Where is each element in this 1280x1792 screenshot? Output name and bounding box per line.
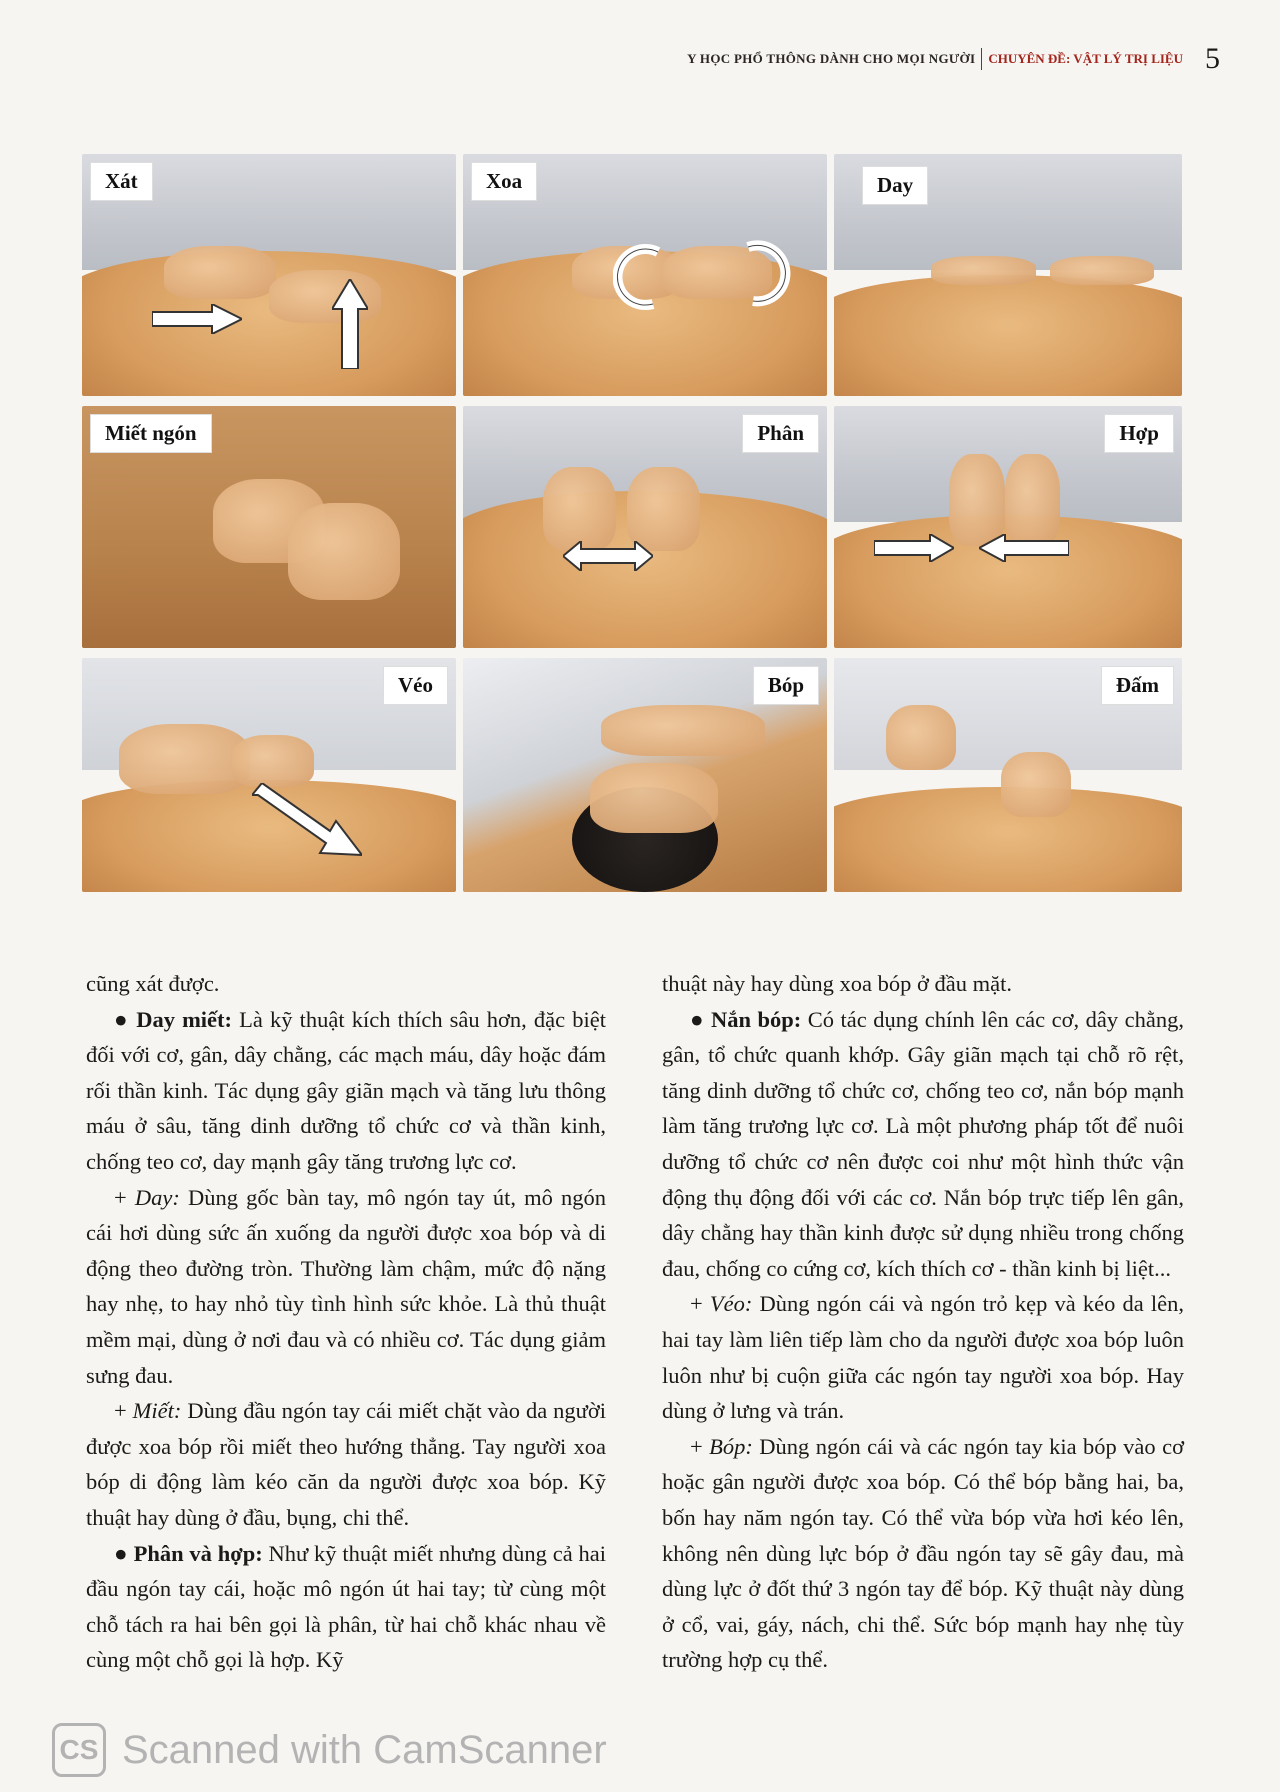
term: Day miết: [136, 1006, 233, 1032]
term: Day: [134, 1184, 180, 1210]
camscanner-watermark [52, 1722, 607, 1778]
photo-label: Xát [90, 162, 153, 201]
term: Miết: [132, 1398, 182, 1424]
arrow-down-right-icon [252, 783, 362, 858]
photo-label: Đấm [1101, 666, 1174, 705]
header-title: Y HỌC PHỔ THÔNG DÀNH CHO MỌI NGƯỜI [687, 51, 976, 66]
paragraph [662, 1286, 1184, 1428]
arrow-right-icon [152, 304, 242, 334]
paragraph [86, 1536, 606, 1678]
plus-prefix: + [114, 1398, 133, 1424]
arrow-left-icon [979, 534, 1069, 562]
paragraph: thuật này hay dùng xoa bóp ở đầu mặt. [662, 971, 1012, 996]
bullet-icon: ● [114, 1006, 137, 1032]
watermark-text: Scanned with CamScanner [122, 1727, 607, 1772]
photo-hop [834, 406, 1182, 648]
photo-label: Bóp [753, 666, 819, 705]
paragraph [86, 1002, 606, 1180]
photo-veo [82, 658, 456, 892]
paragraph-text: Như kỹ thuật miết nhưng dùng cả hai đầu ngón tay cái, hoặc mô ngón út hai tay; từ cùng một chỗ tách ra hai bên gọi là phân, từ hai chỗ khác nhau về cùng một chỗ gọi là hợp. Kỹ [86, 1540, 607, 1673]
photo-miet-ngon [82, 406, 456, 648]
paragraph-text: Là kỹ thuật kích thích sâu hơn, đặc biệt đối với cơ, gân, dây chằng, các mạch máu, dây hoặc đám rối thần kinh. Tác dụng gây giãn mạch và tăng lưu thông máu ở sâu, tăng dinh dưỡng tổ chức cơ và thần kinh, chống teo cơ, day mạnh gây tăng trương lực cơ. [86, 1006, 607, 1174]
plus-prefix: + [114, 1184, 135, 1210]
photo-grid [82, 154, 1182, 892]
bullet-icon: ● [690, 1006, 711, 1032]
photo-label: Hợp [1104, 414, 1174, 453]
photo-day [834, 154, 1182, 396]
term: Véo: [709, 1291, 753, 1317]
paragraph [662, 1002, 1184, 1287]
paragraph-text: Dùng đầu ngón tay cái miết chặt vào da người được xoa bóp rồi miết theo hướng thẳng. Tay người xoa bóp di động làm kéo căn da người được xoa bóp. Kỹ thuật hay dùng ở đầu, bụng, chi thể. [86, 1398, 606, 1530]
paragraph [86, 1393, 606, 1535]
page-number: 5 [1205, 42, 1220, 75]
paragraph [662, 1429, 1184, 1678]
running-header [687, 42, 1220, 76]
photo-label: Xoa [471, 162, 537, 201]
camscanner-logo-icon: CS [52, 1723, 106, 1777]
paragraph-text: Dùng ngón cái và các ngón tay kia bóp vào cơ hoặc gân người được xoa bóp. Có thể bóp bằng hai, ba, bốn hay năm ngón tay. Có thể vừa bóp vừa hơi kéo lên, không nên dùng lực bóp ở đầu ngón tay sẽ gây đau, mà dùng lực ở đốt thứ 3 ngón tay để bóp. Kỹ thuật này dùng ở cổ, vai, gáy, nách, chi thể. Sức bóp mạnh hay nhẹ tùy trường hợp cụ thể. [662, 1433, 1184, 1673]
header-separator [981, 48, 982, 70]
photo-xoa [463, 154, 827, 396]
rotate-left-icon [613, 244, 673, 314]
paragraph: cũng xát được. [86, 971, 220, 996]
photo-label: Phân [742, 414, 819, 453]
paragraph [86, 1180, 606, 1394]
left-column [86, 966, 606, 1678]
plus-prefix: + [690, 1291, 710, 1317]
rotate-right-icon [733, 239, 793, 314]
photo-bop [463, 658, 827, 892]
photo-phan [463, 406, 827, 648]
paragraph-text: Có tác dụng chính lên các cơ, dây chằng, gân, tổ chức quanh khớp. Gây giãn mạch tại chỗ rõ rệt, tăng dinh dưỡng tổ chức cơ, chống teo cơ, nắn bóp mạnh làm tăng trương lực cơ. Là một phương pháp tốt để nuôi dưỡng tổ chức cơ nên được coi như một hình thức vận động thụ động đối với các cơ. Nắn bóp trực tiếp lên gân, dây chằng hay thần kinh được sử dụng nhiều trong chống đau, chống co cứng cơ, kích thích cơ - thần kinh bị liệt... [662, 1006, 1184, 1281]
term: Nắn bóp: [710, 1006, 802, 1032]
arrow-up-icon [332, 279, 368, 369]
term: Phân và hợp: [133, 1540, 263, 1566]
right-column [662, 966, 1184, 1678]
arrow-right-icon [874, 534, 954, 562]
photo-label: Miết ngón [90, 414, 212, 453]
photo-label: Day [862, 166, 928, 205]
bullet-icon: ● [114, 1540, 134, 1566]
photo-xat [82, 154, 456, 396]
header-topic: CHUYÊN ĐỀ: VẬT LÝ TRỊ LIỆU [988, 51, 1183, 66]
arrow-left-right-icon [563, 541, 653, 571]
term: Bóp: [709, 1433, 753, 1459]
paragraph-text: Dùng gốc bàn tay, mô ngón tay út, mô ngón cái hơi dùng sức ấn xuống da người được xoa bóp và di động theo đường tròn. Thường làm chậm, mức độ nặng hay nhẹ, to hay nhỏ tùy tình hình sức khỏe. Là thủ thuật mềm mại, dùng ở nơi đau và có nhiều cơ. Tác dụng giảm sưng đau. [86, 1184, 606, 1388]
photo-label: Véo [383, 666, 448, 705]
plus-prefix: + [690, 1433, 710, 1459]
paragraph-text: Dùng ngón cái và ngón trỏ kẹp và kéo da lên, hai tay làm liên tiếp làm cho da người được xoa bóp luôn luôn như bị cuộn giữa các ngón tay người xoa bóp. Hay dùng ở lưng và trán. [662, 1291, 1184, 1424]
photo-dam [834, 658, 1182, 892]
